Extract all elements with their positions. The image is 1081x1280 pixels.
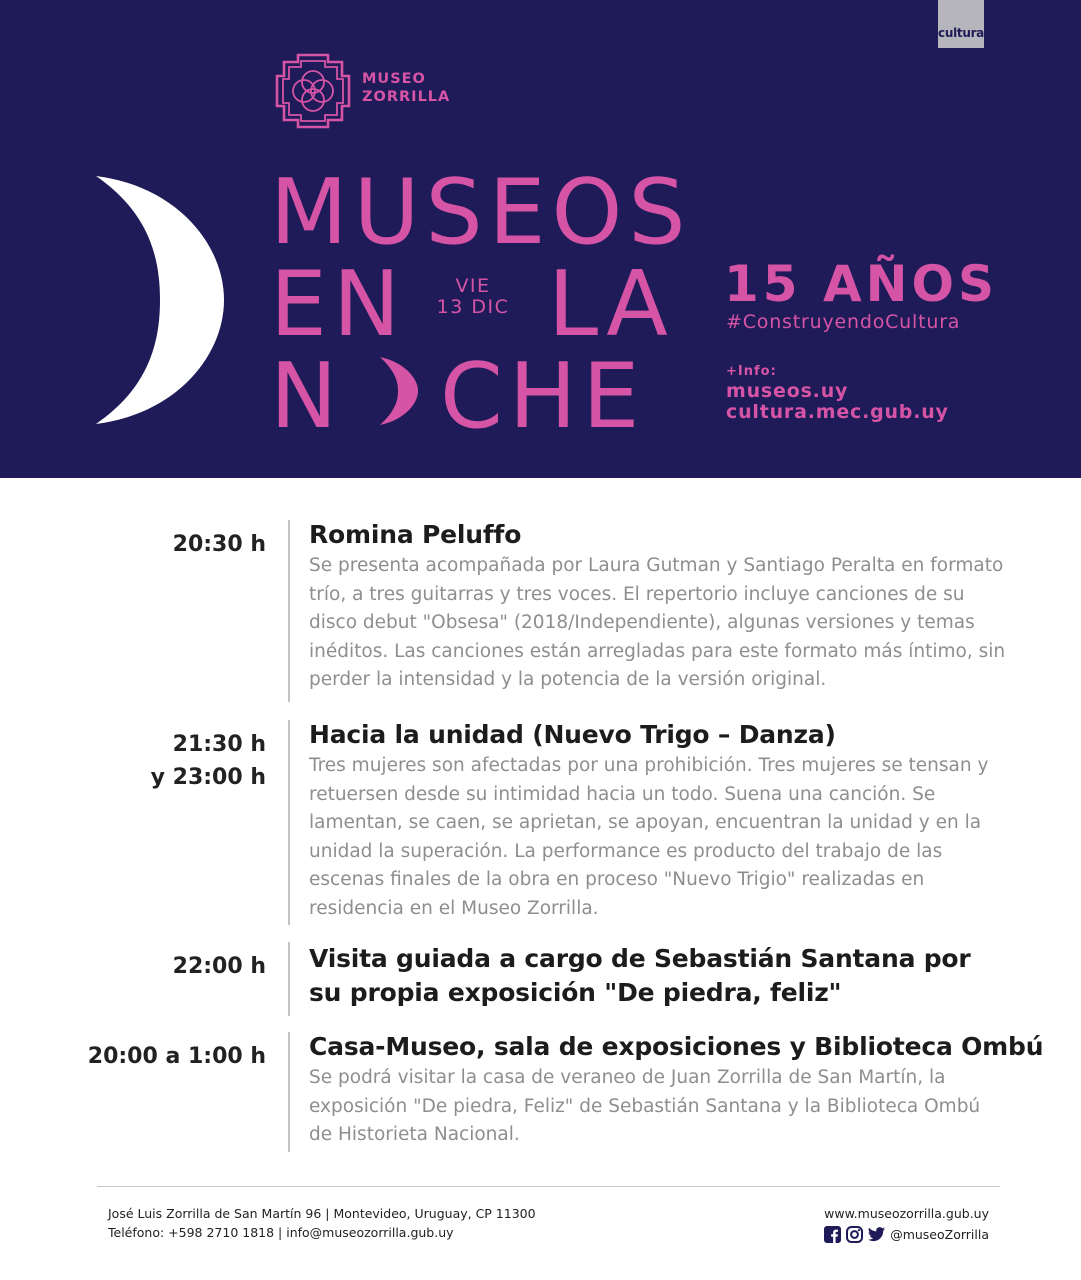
event-content xyxy=(309,942,1009,1012)
event-day: VIE xyxy=(455,275,491,297)
footer-address: José Luis Zorrilla de San Martín 96 | Montevideo, Uruguay, CP 11300 xyxy=(108,1206,536,1221)
program-event-2 xyxy=(0,720,1081,925)
crescent-moon-icon xyxy=(96,174,226,426)
event-title: Visita guiada a cargo de Sebastián Santana por su propia exposición "De piedra, feliz" xyxy=(309,944,971,1007)
event-time xyxy=(151,728,266,794)
event-time-line: y 23:00 h xyxy=(150,765,266,790)
twitter-icon[interactable] xyxy=(868,1227,885,1242)
event-content xyxy=(309,1032,1044,1150)
timeline-divider xyxy=(288,520,290,702)
social-links xyxy=(824,1225,989,1244)
footer-contact xyxy=(108,1204,536,1242)
event-time-line: 21:30 h xyxy=(172,732,266,757)
logo-line-museo: MUSEO xyxy=(362,71,426,87)
info-label: +Info: xyxy=(726,364,777,379)
event-title: Hacia la unidad (Nuevo Trigo – Danza) xyxy=(309,720,836,749)
footer-website-link[interactable]: www.museozorrilla.gub.uy xyxy=(824,1206,989,1221)
event-content xyxy=(309,720,1009,924)
cultura-tab: cultura xyxy=(938,0,984,48)
instagram-icon[interactable] xyxy=(846,1226,863,1243)
link-museos-uy[interactable]: museos.uy xyxy=(726,380,849,402)
title-en: EN xyxy=(270,252,407,357)
event-header-banner xyxy=(0,0,1081,478)
footer-phone-email: Teléfono: +598 2710 1818 | info@museozorrilla.gub.uy xyxy=(108,1225,454,1240)
title-che: CHE xyxy=(440,344,646,449)
event-title: Casa-Museo, sala de exposiciones y Biblioteca Ombú xyxy=(309,1032,1044,1061)
event-description: Se podrá visitar la casa de veraneo de Juan Zorrilla de San Martín, la exposición "De piedra, Feliz" de Sebastián Santana y la Biblioteca Ombú de Historieta Nacional. xyxy=(309,1067,981,1146)
event-time-line: 22:00 h xyxy=(172,954,266,979)
timeline-divider xyxy=(288,720,290,925)
event-time-line: 20:30 h xyxy=(172,532,266,557)
event-time-line: 20:00 a 1:00 h xyxy=(87,1044,266,1069)
event-time xyxy=(173,950,266,983)
program-event-1 xyxy=(0,520,1081,702)
crescent-moon-letter-icon xyxy=(376,356,420,426)
social-handle[interactable]: @museoZorrilla xyxy=(890,1227,989,1242)
event-time xyxy=(88,1040,266,1073)
facebook-icon[interactable] xyxy=(824,1226,841,1243)
title-n: N xyxy=(270,344,344,449)
event-content xyxy=(309,520,1009,695)
event-description: Tres mujeres son afectadas por una prohibición. Tres mujeres se tensan y retuersen desde su intimidad hacia un todo. Suena una canción. Se lamentan, se caen, se aprietan, se apoyan, encuentran la unidad y en la unidad la superación. La performance es producto del trabajo de las escenas finales de la obra en proceso "Nuevo Trigio" realizadas en residencia en el Museo Zorrilla. xyxy=(309,755,989,919)
program-event-3 xyxy=(0,942,1081,1016)
anniversary-label: 15 AÑOS xyxy=(724,255,999,313)
event-description: Se presenta acompañada por Laura Gutman y Santiago Peralta en formato trío, a tres guitarras y tres voces. El repertorio incluye canciones de su disco debut "Obsesa" (2018/Independiente), algunas versiones y temas inéditos. Las canciones están arregladas para este formato más íntimo, sin perder la intensidad y la potencia de la versión original. xyxy=(309,555,1006,691)
link-cultura-mec[interactable]: cultura.mec.gub.uy xyxy=(726,401,949,423)
logo-text xyxy=(362,70,450,106)
event-time xyxy=(173,528,266,561)
event-day-date: 13 DIC xyxy=(436,296,510,318)
title-museos: MUSEOS xyxy=(270,160,692,265)
event-title: Romina Peluffo xyxy=(309,520,522,549)
hashtag: #ConstruyendoCultura xyxy=(726,311,961,333)
timeline-divider xyxy=(288,1032,290,1152)
title-la: LA xyxy=(548,252,674,357)
logo-line-zorrilla: ZORRILLA xyxy=(362,89,451,105)
program-event-4 xyxy=(0,1032,1081,1152)
museo-zorrilla-logo-icon xyxy=(274,52,352,130)
footer-divider xyxy=(97,1186,1000,1187)
footer-web-social xyxy=(824,1204,989,1244)
event-date xyxy=(430,276,516,318)
timeline-divider xyxy=(288,942,290,1016)
